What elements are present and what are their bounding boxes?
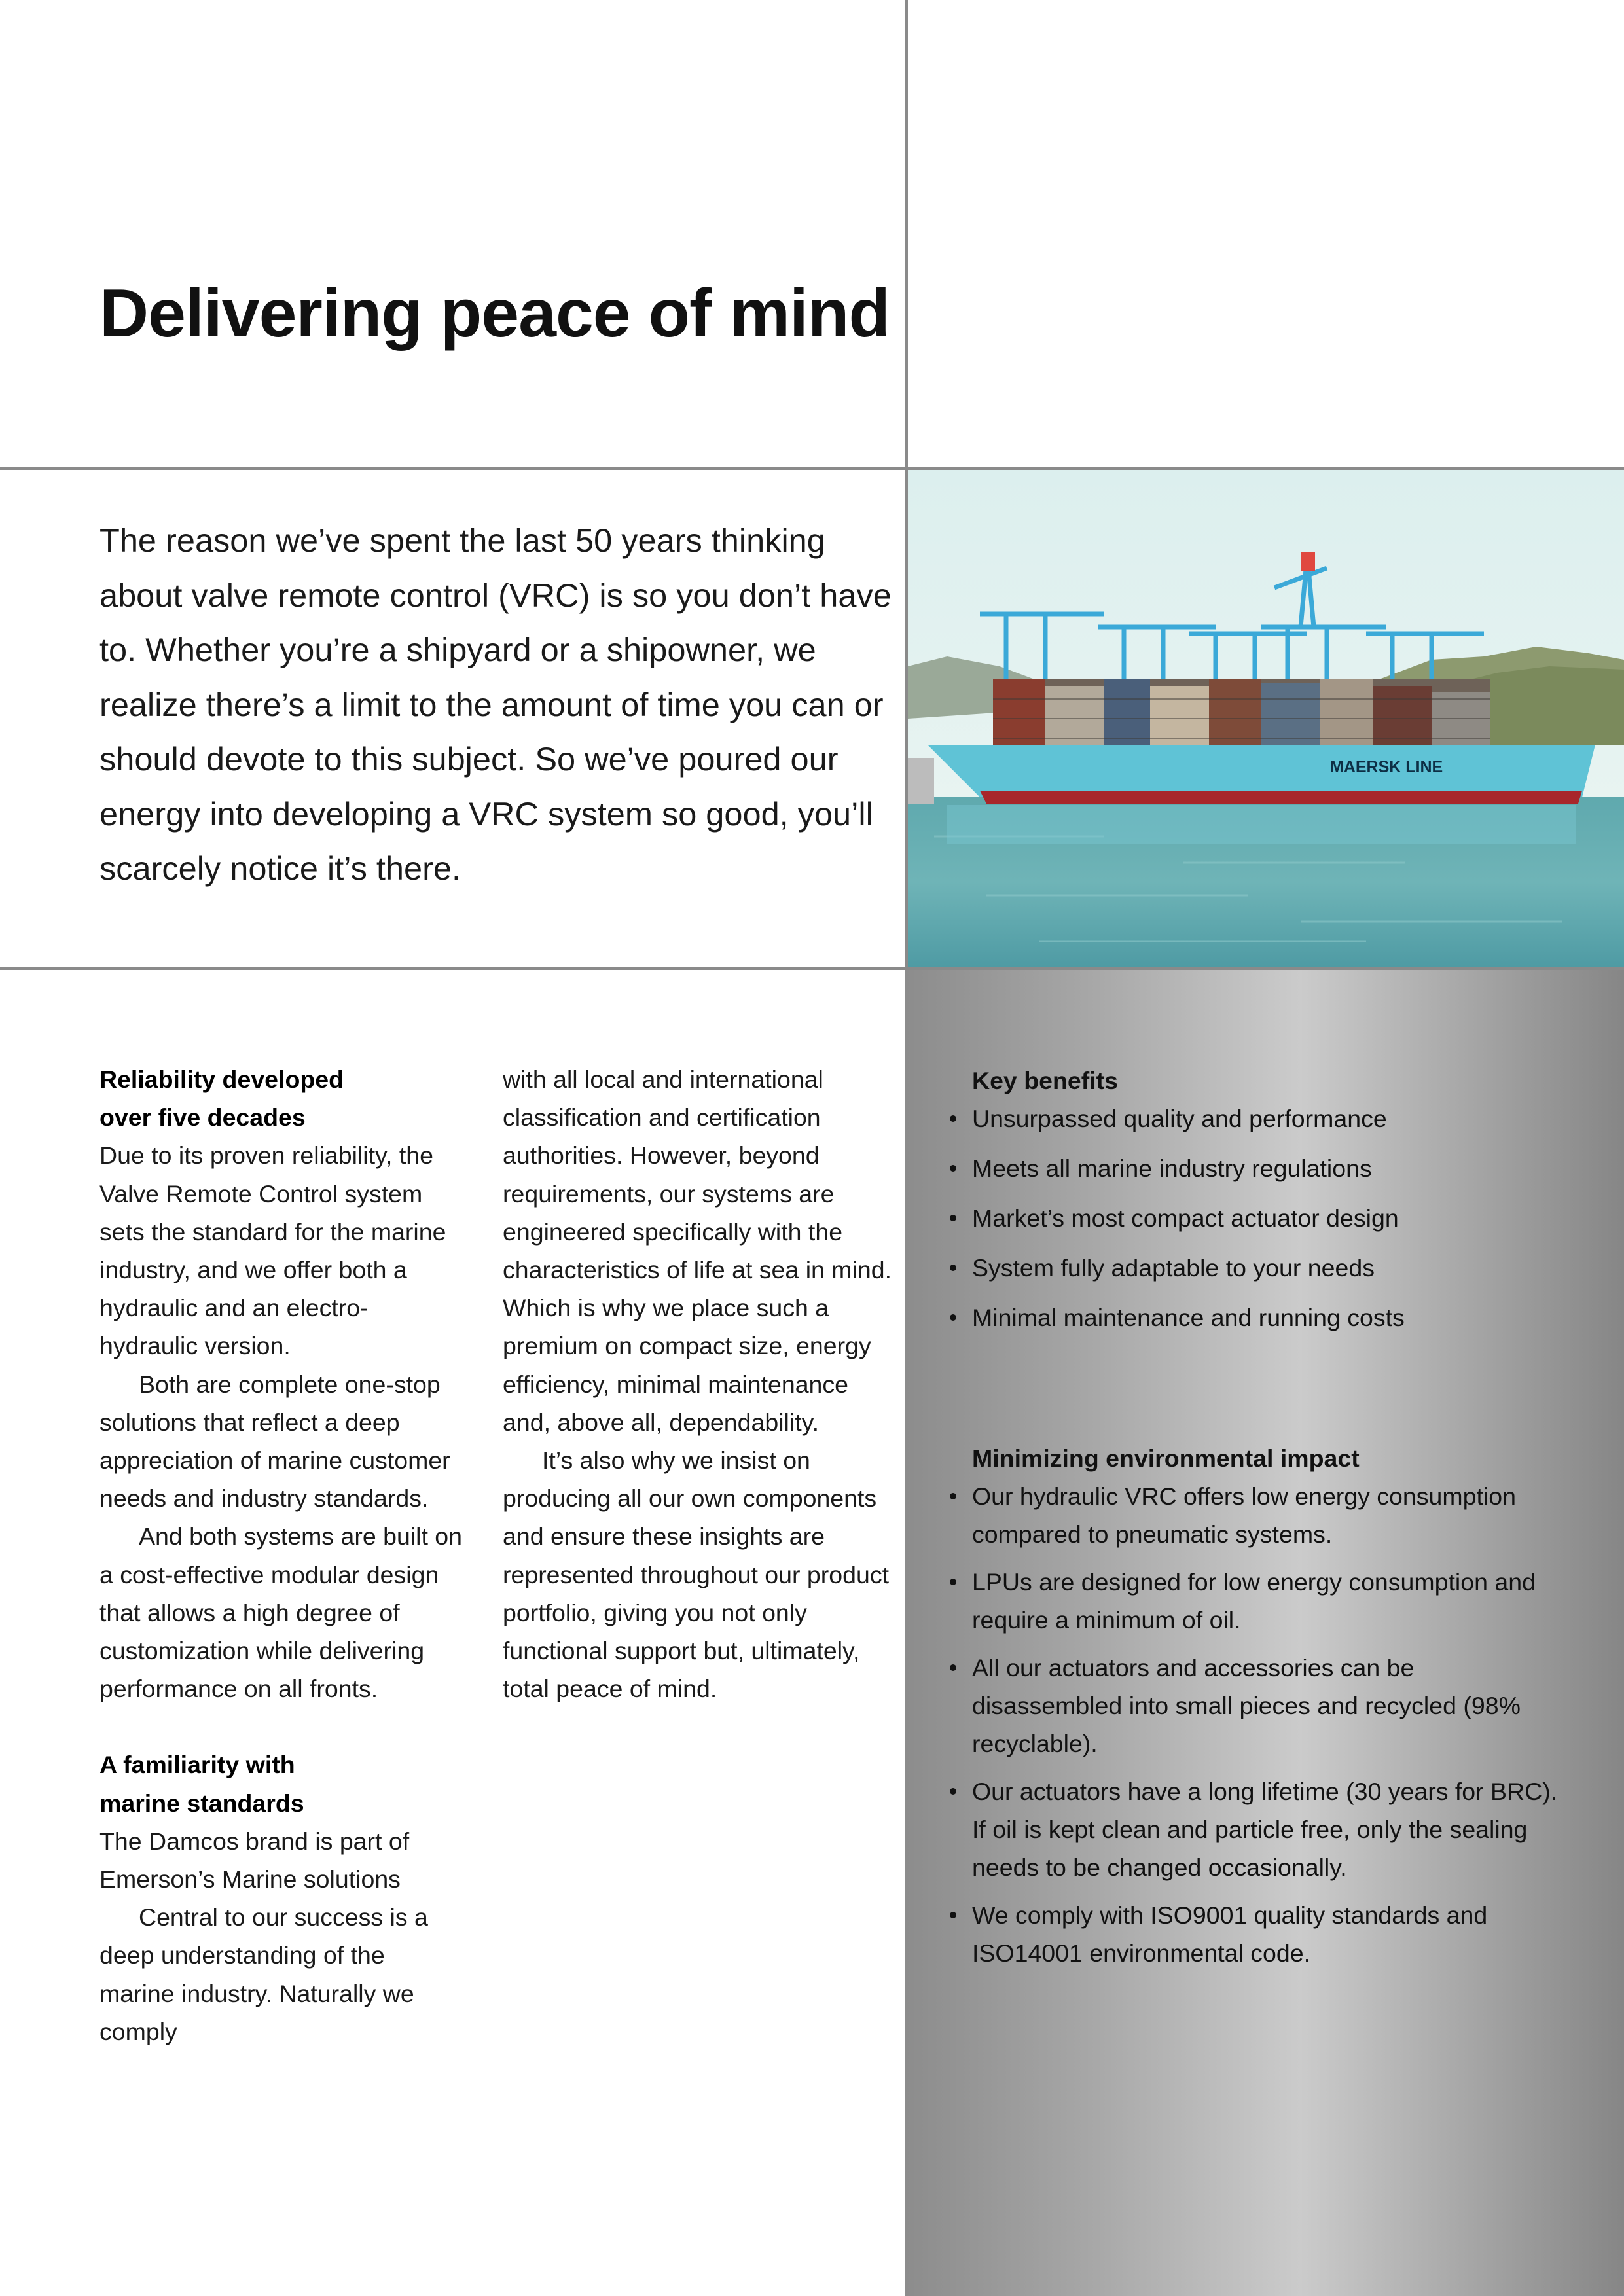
- key-benefits: [972, 1062, 1561, 1348]
- list-item: Minimal maintenance and running costs: [972, 1299, 1561, 1336]
- reliability-paragraph-3: And both systems are built on a cost-effective modular design that allows a high degree of customization while delivering performance on all fronts.: [99, 1522, 463, 1703]
- reliability-heading: [99, 1060, 466, 1136]
- familiarity-heading-line2: marine standards: [99, 1789, 304, 1817]
- list-item: Our actuators have a long lifetime (30 years for BRC). If oil is kept clean and particle free, only the sealing needs to be changed occasionally.: [972, 1772, 1561, 1886]
- key-benefits-heading: Key benefits: [972, 1067, 1118, 1094]
- intro-paragraph: The reason we’ve spent the last 50 years thinking about valve remote control (VRC) is so you don’t have to. Whether you’re a shipyard or a shipowner, we realize there’s a limit to the amount of time you can or should devote to this subject. So we’ve poured our energy into developing a VRC system so good, you’ll scarcely notice it’s there.: [99, 522, 892, 887]
- key-benefits-list: [972, 1100, 1561, 1336]
- page-title: Delivering peace of mind: [99, 276, 890, 351]
- list-item: Unsurpassed quality and performance: [972, 1100, 1561, 1138]
- reliability-paragraph-1: Due to its proven reliability, the Valve Remote Control system sets the standard for the marine industry, and we offer both a hydraulic and an electro-hydraulic version.: [99, 1141, 446, 1360]
- familiarity-paragraph-1: The Damcos brand is part of Emerson’s Marine solutions: [99, 1827, 410, 1893]
- list-item: System fully adaptable to your needs: [972, 1249, 1561, 1287]
- environmental-impact-heading: Minimizing environmental impact: [972, 1444, 1360, 1472]
- list-item: We comply with ISO9001 quality standards and ISO14001 environmental code.: [972, 1896, 1561, 1972]
- reliability-heading-line1: Reliability developed: [99, 1066, 344, 1093]
- container-ship-photo: [908, 470, 1624, 967]
- reliability-heading-line2: over five decades: [99, 1103, 306, 1132]
- text-column-2: [503, 1060, 895, 1708]
- list-item: Market’s most compact actuator design: [972, 1199, 1561, 1237]
- familiarity-paragraph-3: It’s also why we insist on producing all our own components and ensure these insights are represented throughout our product portfolio, giving you not only functional support but, ultimately, total peace of mind.: [503, 1446, 889, 1703]
- familiarity-paragraph-2-continued: with all local and international classification and certification authorities. However, beyond requirements, our systems are engineered specifically with the characteristics of life at sea in mind. Which is why we place such a premium on compact size, energy efficiency, minimal maintenance and, above all, dependability.: [503, 1066, 892, 1436]
- familiarity-heading-line1: A familiarity with: [99, 1751, 295, 1779]
- familiarity-heading: [99, 1746, 466, 1821]
- text-column-1: [99, 1060, 466, 2051]
- ship-hull-label: MAERSK LINE: [1330, 758, 1443, 776]
- list-item: All our actuators and accessories can be disassembled into small pieces and recycled (98% recyclable).: [972, 1649, 1561, 1763]
- list-item: LPUs are designed for low energy consumption and require a minimum of oil.: [972, 1563, 1561, 1639]
- reliability-paragraph-2: Both are complete one-stop solutions that reflect a deep appreciation of marine customer needs and industry standards.: [99, 1370, 450, 1513]
- list-item: Meets all marine industry regulations: [972, 1149, 1561, 1187]
- familiarity-paragraph-2-start: Central to our success is a deep understanding of the marine industry. Naturally we comply: [99, 1903, 428, 2045]
- list-item: Our hydraulic VRC offers low energy consumption compared to pneumatic systems.: [972, 1477, 1561, 1553]
- environmental-impact: [972, 1439, 1561, 1982]
- environmental-impact-list: [972, 1477, 1561, 1972]
